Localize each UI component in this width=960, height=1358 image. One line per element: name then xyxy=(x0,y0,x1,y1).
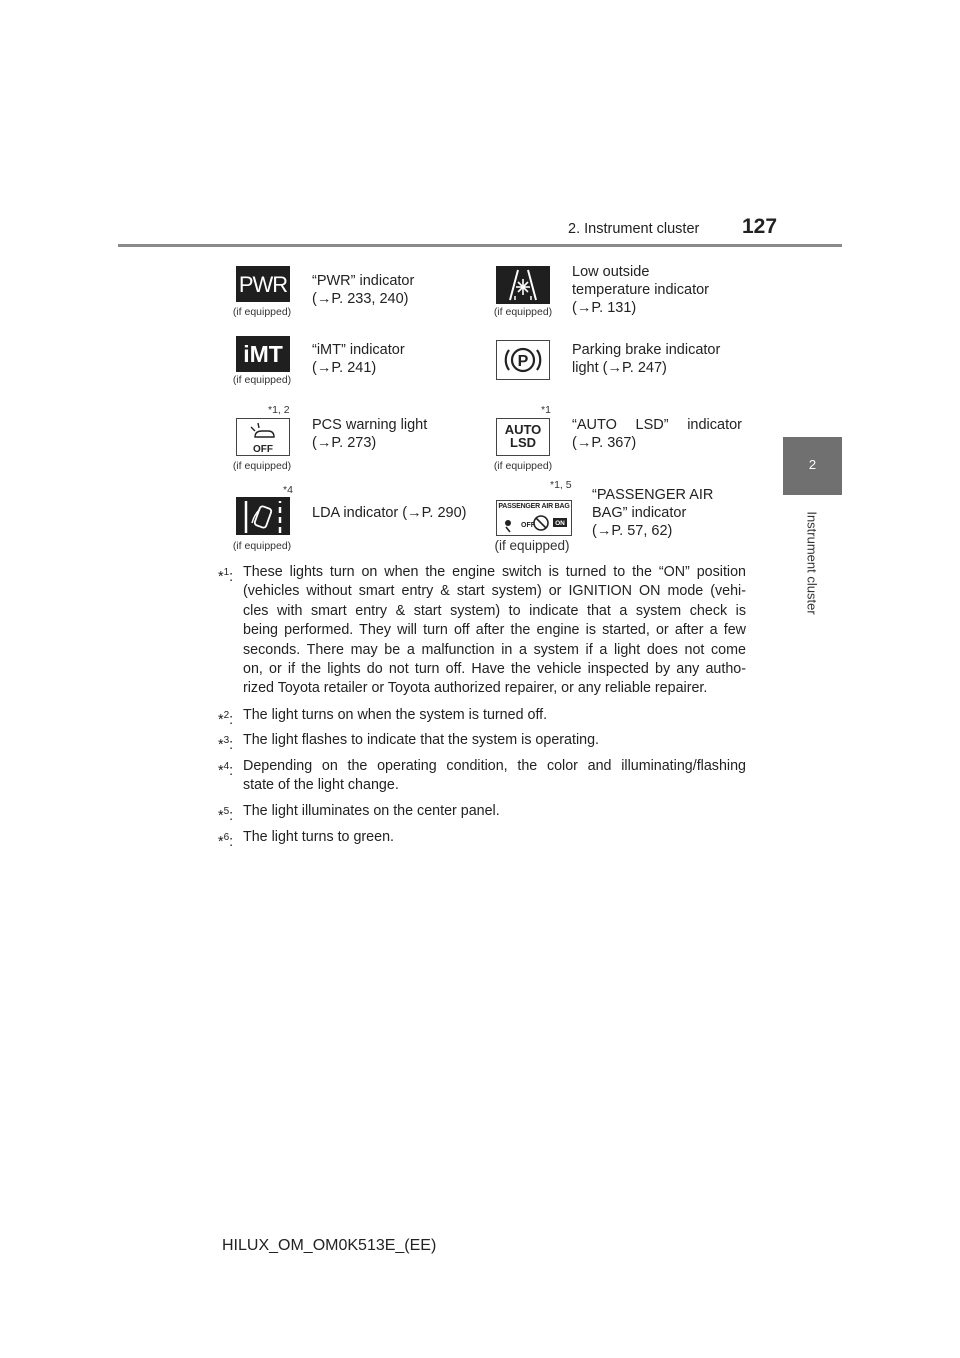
indicator-description: “PWR” indicator (→P. 233, 240) xyxy=(312,273,415,307)
footnote-6: *$^6$: The light turns to green. xyxy=(218,829,394,850)
indicator-description: “PASSENGER AIR BAG” indicator (→P. 57, 62) xyxy=(592,487,714,539)
indicator-description: Low outside temperature indicator (→P. 131) xyxy=(572,264,710,316)
indicator-description: Parking brake indicator light (→P. 247) xyxy=(572,342,721,376)
lda-icon xyxy=(236,497,290,535)
section-title: 2. Instrument cluster xyxy=(568,221,700,237)
svg-text:OFF: OFF xyxy=(521,522,535,529)
footnote-ref: *4 xyxy=(283,484,293,496)
passenger-airbag-icon: PASSENGER AIR BAG OFF ON xyxy=(496,500,572,536)
footnote-5: *$^5$: The light illuminates on the center panel. xyxy=(218,803,500,824)
pwr-icon: PWR xyxy=(236,266,290,302)
svg-text:ON: ON xyxy=(555,520,565,527)
pcs-off-icon xyxy=(236,418,290,456)
footnote-1: *$^1$: These lights turn on when the engine switch is turned to the “ON” position (vehicles without smart entry & start system) or IGNITION ON mode (vehi- cles with smart entry & start system) to indicate that a system check is being performed. They will turn off after the engine is started, or after a few seconds. There may be a malfunction in a system if a light does not come on, or if the lights do not turn off. Have the vehicle inspected by any autho- rized Toyota retailer or Toyota authorized repairer, or any reliable repairer. xyxy=(218,564,746,697)
chapter-number: 2 xyxy=(808,457,817,472)
if-equipped-label: (if equipped) xyxy=(493,306,553,318)
imt-icon: iMT xyxy=(236,336,290,372)
chapter-tab xyxy=(783,437,842,495)
indicator-description: LDA indicator (→P. 290) xyxy=(312,505,467,521)
svg-text:P: P xyxy=(517,353,529,370)
if-equipped-label: (if equipped) xyxy=(232,460,292,472)
chapter-label: Instrument cluster xyxy=(804,511,820,615)
auto-lsd-icon: AUTO LSD xyxy=(496,418,550,456)
footnote-2: *$^2$: The light turns on when the system is turned off. xyxy=(218,707,548,728)
parking-brake-icon xyxy=(496,340,550,380)
header-rule xyxy=(118,244,842,247)
if-equipped-label: (if equipped) xyxy=(494,538,570,553)
if-equipped-label: (if equipped) xyxy=(232,540,292,552)
svg-text:OFF: OFF xyxy=(253,444,273,455)
footnote-ref: *1, 5 xyxy=(550,479,572,491)
footnote-ref: *1, 2 xyxy=(268,404,290,416)
if-equipped-label: (if equipped) xyxy=(493,460,553,472)
indicator-description: “AUTO LSD” indicator (→P. 367) xyxy=(572,417,742,451)
footnote-4: *$^4$: Depending on the operating condition, the color and illuminating/flashing state of the light change. xyxy=(218,758,746,794)
footnote-3: *$^3$: The light flashes to indicate that the system is operating. xyxy=(218,732,600,753)
footnote-ref: *1 xyxy=(541,404,551,416)
indicator-description: PCS warning light (→P. 273) xyxy=(312,417,428,451)
if-equipped-label: (if equipped) xyxy=(232,374,292,386)
indicator-description: “iMT” indicator (→P. 241) xyxy=(312,342,405,376)
document-id: HILUX_OM_OM0K513E_(EE) xyxy=(222,1237,437,1254)
low-temperature-icon xyxy=(496,266,550,304)
if-equipped-label: (if equipped) xyxy=(232,306,292,318)
page-number: 127 xyxy=(742,215,778,238)
